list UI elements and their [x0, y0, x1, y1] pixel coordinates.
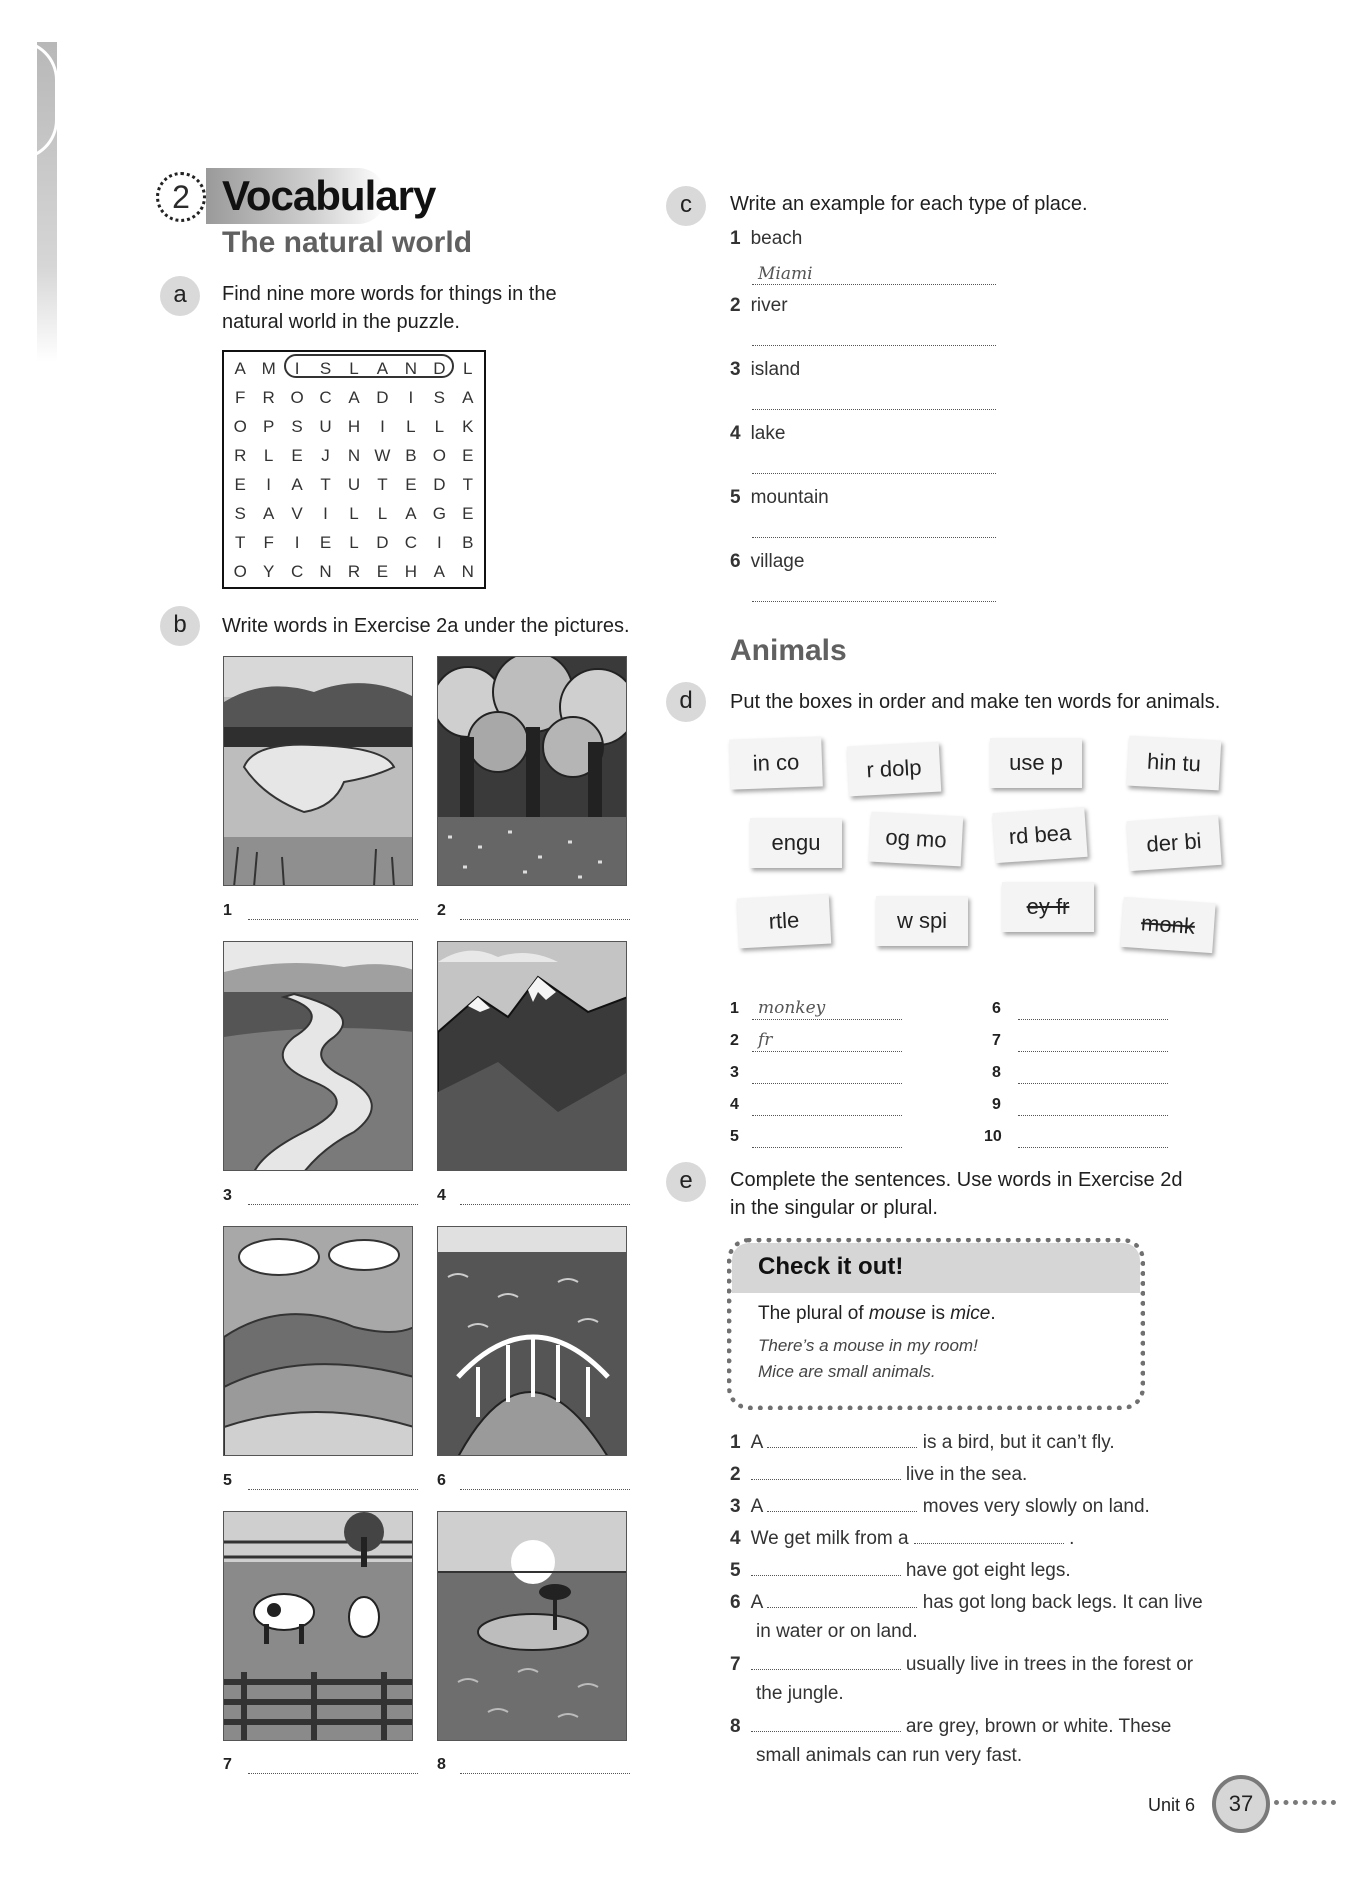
check-example-1: There’s a mouse in my room! — [758, 1336, 978, 1355]
picture-1-number: 1 — [223, 902, 232, 919]
grid-letter[interactable]: L — [434, 417, 445, 436]
word-tile-used[interactable]: ey fr — [1002, 882, 1094, 932]
grid-letter[interactable]: E — [291, 446, 303, 465]
field-picture — [223, 1511, 413, 1741]
animals-heading: Animals — [730, 634, 847, 667]
check-rule-word2: mice — [950, 1303, 991, 1324]
check-rule-word1: mouse — [868, 1303, 926, 1324]
sentence-2-gap[interactable] — [751, 1462, 901, 1480]
sentence-2 — [730, 1460, 1027, 1489]
word-search-grid[interactable] — [222, 350, 486, 589]
mountain-picture — [437, 941, 627, 1171]
grid-letter[interactable]: N — [347, 446, 361, 465]
sentence-8-post: are grey, brown or white. These — [905, 1716, 1172, 1737]
grid-letter[interactable]: C — [290, 562, 304, 581]
sentence-3-gap[interactable] — [767, 1494, 917, 1512]
animal-answer-6-line[interactable] — [1018, 1019, 1168, 1020]
grid-letter[interactable]: L — [377, 504, 388, 523]
sea-picture — [437, 1226, 627, 1456]
picture-4-number: 4 — [437, 1187, 446, 1204]
sentence-6-gap[interactable] — [767, 1590, 917, 1608]
grid-letter[interactable]: E — [405, 475, 417, 494]
grid-letter[interactable]: I — [266, 475, 272, 494]
picture-4-answer-line[interactable] — [460, 1204, 630, 1205]
sentence-7 — [730, 1650, 1193, 1679]
sentence-8-gap[interactable] — [751, 1714, 901, 1732]
grid-letter[interactable]: I — [294, 359, 300, 378]
place-item-6-label: village — [750, 551, 805, 572]
place-item-2-label: river — [750, 295, 788, 316]
sentence-4-gap[interactable] — [914, 1526, 1064, 1544]
grid-letter[interactable]: M — [261, 359, 276, 378]
word-tile-used[interactable]: monk — [1120, 897, 1215, 953]
grid-letter[interactable]: A — [462, 388, 474, 407]
sentence-6-number: 6 — [730, 1592, 741, 1613]
lake-icon — [224, 657, 413, 886]
check-it-out-box — [727, 1238, 1145, 1410]
hills-picture — [223, 1226, 413, 1456]
grid-letter[interactable]: O — [290, 388, 304, 407]
grid-letter[interactable]: D — [376, 533, 389, 552]
exercise-a-instruction-line2: natural world in the puzzle. — [222, 311, 460, 333]
grid-letter[interactable]: L — [406, 417, 416, 436]
grid-letter[interactable]: N — [319, 562, 332, 581]
sentence-6-post: has got long back legs. It can live — [922, 1592, 1203, 1613]
place-item-2 — [730, 295, 788, 317]
animal-answer-3-line[interactable] — [752, 1083, 902, 1084]
word-tile[interactable]: in co — [729, 736, 823, 789]
grid-letter[interactable]: F — [235, 388, 246, 407]
animal-answer-9-number: 9 — [992, 1096, 1001, 1113]
exercise-d-instruction: Put the boxes in order and make ten words for animals. — [730, 691, 1221, 713]
grid-letter[interactable]: S — [433, 388, 445, 407]
animal-answer-9-line[interactable] — [1018, 1115, 1168, 1116]
picture-6-number: 6 — [437, 1472, 446, 1489]
check-rule-end: . — [990, 1303, 996, 1324]
place-item-5-label: mountain — [750, 487, 829, 508]
sentence-5-gap[interactable] — [751, 1558, 901, 1576]
word-tile[interactable]: der bi — [1126, 815, 1221, 871]
grid-letter[interactable]: A — [291, 475, 303, 494]
place-item-1 — [730, 228, 802, 250]
place-item-4-number: 4 — [730, 423, 741, 444]
grid-letter[interactable]: A — [348, 388, 360, 407]
animal-answer-8-number: 8 — [992, 1064, 1001, 1081]
exercise-a-instruction — [222, 280, 557, 336]
grid-letter[interactable]: R — [234, 446, 247, 465]
animal-answer-2-line[interactable] — [752, 1051, 902, 1052]
river-picture — [223, 941, 413, 1171]
grid-letter[interactable]: H — [347, 417, 361, 436]
picture-3-number: 3 — [223, 1187, 232, 1204]
forest-icon — [438, 657, 627, 886]
animal-answer-3-number: 3 — [730, 1064, 739, 1081]
sentence-1-number: 1 — [730, 1432, 741, 1453]
grid-letter[interactable]: W — [374, 446, 391, 465]
field-icon — [224, 1512, 413, 1741]
animal-answer-4-line[interactable] — [752, 1115, 902, 1116]
grid-letter[interactable]: I — [380, 417, 385, 436]
place-item-5-line[interactable] — [752, 537, 996, 538]
grid-letter[interactable]: R — [347, 562, 361, 581]
place-item-3-label: island — [750, 359, 801, 380]
grid-letter[interactable]: A — [405, 504, 417, 523]
grid-letter[interactable]: N — [404, 359, 418, 378]
sea-icon — [438, 1227, 627, 1456]
grid-letter[interactable]: U — [347, 475, 361, 494]
animal-answer-10-line[interactable] — [1018, 1147, 1168, 1148]
river-icon — [224, 942, 413, 1171]
grid-letter[interactable]: I — [436, 533, 442, 552]
place-item-4-line[interactable] — [752, 473, 996, 474]
grid-letter[interactable]: O — [432, 446, 446, 465]
section-number: 2 — [156, 172, 206, 222]
island-icon — [438, 1512, 627, 1741]
exercise-e-instruction-line2: in the singular or plural. — [730, 1197, 938, 1219]
exercise-c-badge: c — [666, 186, 706, 226]
grid-letter[interactable]: I — [294, 533, 300, 552]
page-number: 37 — [1212, 1775, 1270, 1833]
sentence-8 — [730, 1712, 1171, 1741]
grid-letter[interactable]: R — [262, 388, 275, 407]
place-item-5-number: 5 — [730, 487, 741, 508]
sentence-5-post: have got eight legs. — [905, 1560, 1071, 1581]
section-subtitle: The natural world — [222, 226, 473, 259]
grid-letter[interactable]: Y — [262, 562, 275, 581]
grid-letter[interactable]: C — [404, 533, 418, 552]
grid-letter[interactable]: S — [319, 359, 332, 378]
sentence-3-post: moves very slowly on land. — [922, 1496, 1150, 1517]
exercise-e-instruction-line1: Complete the sentences. Use words in Exercise 2d — [730, 1169, 1183, 1191]
grid-letter[interactable]: N — [461, 562, 474, 581]
place-item-1-number: 1 — [730, 228, 741, 249]
sentence-3 — [730, 1492, 1150, 1521]
grid-letter[interactable]: P — [262, 417, 275, 436]
grid-letter[interactable]: E — [376, 562, 389, 581]
word-tile[interactable]: hin tu — [1127, 736, 1221, 791]
place-item-6-line[interactable] — [752, 601, 996, 602]
sentence-1-pre: A — [750, 1432, 763, 1453]
grid-letter[interactable]: L — [349, 533, 359, 552]
grid-letter[interactable]: B — [462, 533, 474, 552]
grid-letter[interactable]: K — [462, 417, 474, 436]
grid-letter[interactable]: I — [323, 504, 328, 523]
page-number-dots — [1274, 1800, 1336, 1805]
place-item-3 — [730, 359, 800, 381]
grid-letter[interactable]: D — [433, 359, 446, 378]
sentence-6 — [730, 1588, 1203, 1617]
grid-letter[interactable]: L — [463, 359, 473, 378]
exercise-a-badge: a — [160, 276, 200, 316]
grid-letter[interactable]: T — [462, 475, 473, 494]
place-item-6 — [730, 551, 804, 573]
animal-answer-1-line[interactable] — [752, 1019, 902, 1020]
word-tile[interactable]: og mo — [869, 812, 963, 867]
place-item-3-number: 3 — [730, 359, 741, 380]
grid-letter[interactable]: L — [263, 446, 274, 465]
section-title: Vocabulary — [222, 172, 436, 219]
grid-letter[interactable]: S — [234, 504, 246, 523]
grid-letter[interactable]: T — [235, 533, 246, 552]
place-item-5 — [730, 487, 829, 509]
sentence-7-continuation: the jungle. — [756, 1683, 844, 1704]
place-item-1-label: beach — [750, 228, 803, 249]
grid-letter[interactable]: A — [376, 359, 389, 378]
mountain-icon — [438, 942, 627, 1171]
lake-picture — [223, 656, 413, 886]
sentence-6-continuation: in water or on land. — [756, 1621, 918, 1642]
picture-7-answer-line[interactable] — [248, 1773, 418, 1774]
word-tile[interactable]: rtle — [737, 894, 831, 949]
animal-answer-4-number: 4 — [730, 1096, 739, 1113]
picture-1-answer-line[interactable] — [248, 919, 418, 920]
grid-letter[interactable]: E — [462, 446, 474, 465]
grid-letter[interactable]: U — [319, 417, 332, 436]
grid-letter[interactable]: I — [408, 388, 414, 407]
exercise-b-instruction: Write words in Exercise 2a under the pictures. — [222, 615, 630, 637]
place-item-2-number: 2 — [730, 295, 741, 316]
grid-letter[interactable]: D — [376, 388, 389, 407]
exercise-e-instruction — [730, 1166, 1182, 1222]
grid-letter[interactable]: V — [291, 504, 303, 523]
sentence-4-post: . — [1069, 1528, 1075, 1549]
hills-icon — [224, 1227, 413, 1456]
animal-answer-6-number: 6 — [992, 1000, 1001, 1017]
grid-letter[interactable]: F — [263, 533, 274, 552]
exercise-e-badge: e — [666, 1162, 706, 1202]
grid-letter[interactable]: J — [321, 446, 330, 465]
grid-letter[interactable]: L — [349, 359, 359, 378]
grid-letter[interactable]: L — [349, 504, 359, 523]
animal-answer-5-number: 5 — [730, 1128, 739, 1145]
footer-unit-label: Unit 6 — [1148, 1795, 1196, 1815]
sentence-4-pre: We get milk from a — [750, 1528, 909, 1549]
check-rule-pre: The plural of — [758, 1303, 869, 1324]
exercise-c-instruction: Write an example for each type of place. — [730, 193, 1088, 215]
grid-letter[interactable]: E — [234, 475, 246, 494]
sentence-3-pre: A — [750, 1496, 763, 1517]
animal-answer-2-text[interactable]: fr — [758, 1030, 773, 1050]
picture-8-answer-line[interactable] — [460, 1773, 630, 1774]
place-item-1-answer[interactable]: Miami — [758, 264, 813, 284]
sentence-2-number: 2 — [730, 1464, 741, 1485]
place-item-4 — [730, 423, 785, 445]
island-picture — [437, 1511, 627, 1741]
sentence-6-pre: A — [750, 1592, 763, 1613]
sentence-5-number: 5 — [730, 1560, 741, 1581]
animal-answer-7-line[interactable] — [1018, 1051, 1168, 1052]
word-tile[interactable]: r dolp — [847, 742, 941, 797]
grid-letter[interactable]: A — [262, 504, 275, 523]
grid-letter[interactable]: A — [234, 359, 246, 378]
exercise-d-badge: d — [666, 682, 706, 722]
grid-letter[interactable]: O — [233, 562, 247, 581]
sentence-8-continuation: small animals can run very fast. — [756, 1745, 1023, 1766]
sentence-2-post: live in the sea. — [905, 1464, 1028, 1485]
sentence-1 — [730, 1428, 1115, 1457]
picture-3-answer-line[interactable] — [248, 1204, 418, 1205]
exercise-a-instruction-line1: Find nine more words for things in the — [222, 283, 557, 305]
sentence-7-post: usually live in trees in the forest or — [905, 1654, 1194, 1675]
grid-letter[interactable]: E — [319, 533, 332, 552]
animal-answer-1-text[interactable]: monkey — [758, 998, 826, 1018]
place-item-2-line[interactable] — [752, 345, 996, 346]
sentence-7-gap[interactable] — [751, 1652, 901, 1670]
animal-answer-1-number: 1 — [730, 1000, 739, 1017]
picture-7-number: 7 — [223, 1756, 232, 1773]
sentence-5 — [730, 1556, 1071, 1585]
word-tile[interactable]: engu — [750, 818, 842, 868]
check-example-2: Mice are small animals. — [758, 1362, 936, 1381]
word-tile[interactable]: use p — [990, 738, 1082, 788]
picture-6-answer-line[interactable] — [460, 1489, 630, 1490]
picture-2-number: 2 — [437, 902, 446, 919]
place-item-1-line[interactable] — [752, 284, 996, 285]
check-rule-mid: is — [925, 1303, 951, 1324]
animal-answer-8-line[interactable] — [1018, 1083, 1168, 1084]
place-item-3-line[interactable] — [752, 409, 996, 410]
picture-5-number: 5 — [223, 1472, 232, 1489]
sentence-3-number: 3 — [730, 1496, 741, 1517]
grid-letter[interactable]: H — [404, 562, 418, 581]
picture-5-answer-line[interactable] — [248, 1489, 418, 1490]
sentence-1-gap[interactable] — [767, 1430, 917, 1448]
grid-letter[interactable]: S — [291, 417, 303, 436]
grid-letter[interactable]: E — [462, 504, 474, 523]
place-item-4-label: lake — [750, 423, 786, 444]
word-tile[interactable]: rd bea — [992, 807, 1087, 863]
picture-8-number: 8 — [437, 1756, 446, 1773]
sentence-1-post: is a bird, but it can’t fly. — [922, 1432, 1115, 1453]
word-tile[interactable]: w spi — [876, 896, 968, 946]
forest-picture — [437, 656, 627, 886]
animal-answer-5-line[interactable] — [752, 1147, 902, 1148]
picture-2-answer-line[interactable] — [460, 919, 630, 920]
grid-letter[interactable]: C — [319, 388, 332, 407]
grid-letter[interactable]: G — [432, 504, 446, 523]
exercise-b-badge: b — [160, 606, 200, 646]
sentence-4 — [730, 1524, 1074, 1553]
grid-letter[interactable]: D — [433, 475, 446, 494]
island-answer-ring — [284, 354, 454, 378]
animal-answer-2-number: 2 — [730, 1032, 739, 1049]
grid-letter[interactable]: T — [320, 475, 331, 494]
grid-letter[interactable]: T — [377, 475, 388, 494]
grid-letter[interactable]: B — [405, 446, 417, 465]
grid-letter[interactable]: A — [433, 562, 445, 581]
place-item-6-number: 6 — [730, 551, 741, 572]
animal-answer-7-number: 7 — [992, 1032, 1001, 1049]
check-it-out-title: Check it out! — [732, 1243, 1140, 1293]
sentence-8-number: 8 — [730, 1716, 741, 1737]
sentence-7-number: 7 — [730, 1654, 741, 1675]
check-rule — [758, 1303, 1140, 1325]
grid-letter[interactable]: O — [233, 417, 247, 436]
sentence-4-number: 4 — [730, 1528, 741, 1549]
animal-answer-10-number: 10 — [984, 1128, 1002, 1145]
